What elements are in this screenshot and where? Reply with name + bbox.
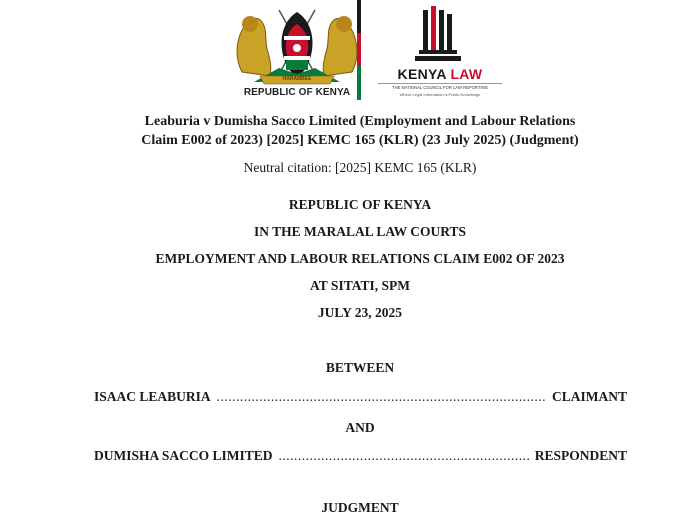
claimant-role: CLAIMANT: [551, 389, 627, 404]
case-title-line-1: Leaburia v Dumisha Sacco Limited (Employment and Labour Relations: [144, 114, 576, 129]
claimant-row: [94, 389, 627, 405]
respondent-leader-dots: [279, 448, 529, 464]
heading-judge: AT SITATI, SPM: [310, 278, 410, 293]
case-title: [60, 112, 660, 150]
heading-date: JULY 23, 2025: [317, 305, 403, 320]
kenya-law-wordmark: [384, 66, 496, 82]
between-label: BETWEEN: [325, 360, 395, 375]
claimant-leader-dots: [217, 389, 546, 405]
coat-of-arms-motto: HARAMBEE: [282, 76, 312, 82]
kenya-coat-of-arms-icon: [224, 2, 370, 100]
kenya-law-pillar-icon: [413, 4, 463, 64]
coat-of-arms-caption: REPUBLIC OF KENYA: [243, 87, 351, 98]
kenya-law-subtagline: Where Legal Information is Public Knowledge: [399, 92, 481, 97]
kenya-law-name-part2: LAW: [450, 66, 483, 82]
heading-claim: EMPLOYMENT AND LABOUR RELATIONS CLAIM E002 OF 2023: [155, 251, 565, 266]
kenya-law-name-part1: KENYA: [397, 66, 451, 82]
and-label: AND: [345, 420, 375, 435]
document-header: [0, 0, 696, 104]
kenya-law-tagline: THE NATIONAL COUNCIL FOR LAW REPORTING: [378, 83, 502, 90]
claimant-name: ISAAC LEABURIA: [94, 389, 211, 404]
judgment-heading: JUDGMENT: [321, 500, 399, 515]
flag-colour-divider: [357, 0, 361, 100]
neutral-citation: Neutral citation: [2025] KEMC 165 (KLR): [243, 160, 477, 175]
case-title-line-2: Claim E002 of 2023) [2025] KEMC 165 (KLR) (23 July 2025) (Judgment): [141, 133, 579, 148]
respondent-name: DUMISHA SACCO LIMITED: [94, 448, 273, 463]
heading-republic: REPUBLIC OF KENYA: [288, 197, 432, 212]
respondent-row: [94, 448, 627, 464]
respondent-role: RESPONDENT: [534, 448, 627, 463]
heading-court: IN THE MARALAL LAW COURTS: [253, 224, 467, 239]
